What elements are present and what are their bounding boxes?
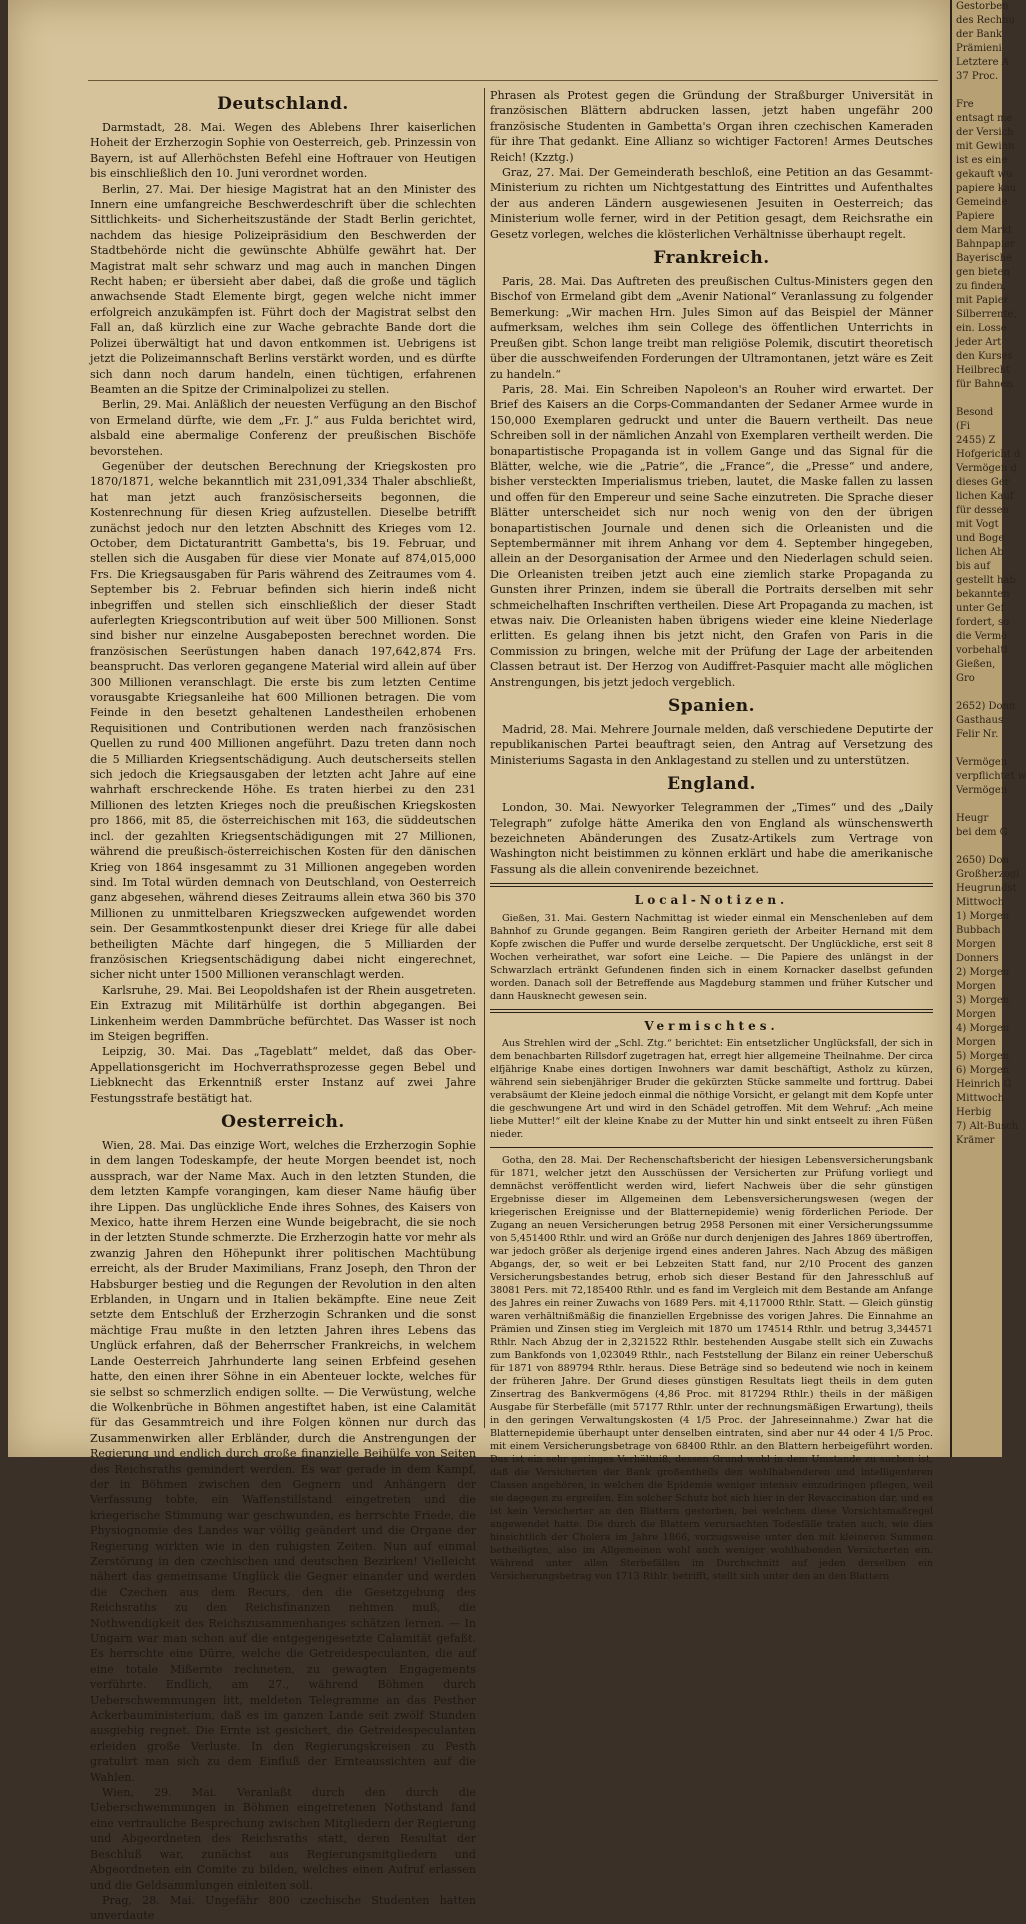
article-kriegskosten: Gegenüber der deutschen Berechnung der Kriegskosten pro 1870/1871, welche bekanntlich mit 231,091,334 Thaler abschließt, hat man jetzt auch französischerseits begonnen, die Kostenrechnung für diesen Krieg aufzustellen. Dieselbe betrifft zunächst jedoch nur den letzten Abschnitt des Krieges vom 12. October, dem Dictaturantritt Gambetta's, bis 19. Februar, und stellen sich die Ausgaben für diese vier Monate auf 874,015,000 Frs. Die Kriegsausgaben für Paris während des Zeitraumes vom 4. September bis 2. Februar befinden sich hierin indeß nicht inbegriffen und stellen sich einschließlich der dieser Stadt auferlegten Kriegscontribution auf weit über 500 Millionen. Sonst sind bisher nur einzelne Ausgabeposten berechnet worden. Die französischen Seerüstungen haben danach 197,642,874 Frs. beansprucht. Das verloren gegangene Material wird allein auf über 300 Millionen veranschlagt. Die erste bis zum letzten Centime vorausgabte Kriegsanleihe hat 600 Millionen betragen. Die vom Feinde in den besetzt gehaltenen Landestheilen erhobenen Requisitionen und Contributionen werden nach französischen Quellen zu rund 400 Millionen angeführt. Dazu treten dann noch die 5 Milliarden Kriegsentschädigung. Auch deutscherseits stellen sich jedoch die Kriegsausgaben der letzten acht Jahre auf eine wahrhaft erschreckende Höhe. Es traten hierbei zu den 231 Millionen des letzten Krieges noch die preußischen Kriegskosten pro 1866, mit 85, die österreichischen mit 163, die süddeutschen incl. der gezahlten Kriegsentschädigungen mit 27 Millionen, während die preußisch-österreichischen Kosten für den dänischen Krieg von 1864 insgesammt zu 31 Millionen angegeben worden sind. Im Total würden demnach von Deutschland, von Oesterreich ganz abgesehen, während dieses Zeitraums allein etwa 360 bis 370 Millionen zu unmittelbaren Kriegszwecken aufgewendet worden sein. Der Gesammtkostenpunkt dieser drei Kriege für alle dabei betheiligten Mächte darf hingegen, die 5 Milliarden der französischen Kriegsentschädigung dabei nicht eingerechnet, sicher nicht unter 1500 Millionen veranschlagt werden.: [90, 459, 476, 982]
headline-frankreich: Frankreich.: [653, 248, 770, 269]
gutter-line: 37 Proc.: [956, 71, 999, 82]
gutter-line: bekannten: [956, 589, 1010, 600]
gutter-line: Besond: [956, 407, 994, 418]
gutter-line: Hofgericht d: [956, 449, 1021, 460]
gutter-line: papiere kau: [956, 183, 1017, 194]
gutter-line: Heugrundst: [956, 883, 1017, 894]
article-graz: Graz, 27. Mai. Der Gemeinderath beschloß, eine Petition an das Gesammt-Ministerium zu richten um Nichtgestattung des Eintrittes und Aufenthaltes der aus anderen Ländern ausgewiesenen Jesuiten in Oesterreich; das Ministerium wolle ferner, wird in der Petition gesagt, dem Reichsrathe ein Gesetz vorlegen, welches die klösterlichen Verhältnisse überhaupt regelt.: [490, 166, 933, 241]
article-strehlen: Aus Strehlen wird der „Schl. Ztg.“ berichtet: Ein entsetzlicher Unglücksfall, der sich in dem benachbarten Rillsdorf zugetragen hat, erregt hier allgemeine Theilnahme. Der circa elfjährige Knabe eines dortigen Inwohners war damit beschäftigt, Astholz zu kürzen, während sein siebenjähriger Bruder die gekürzten Stücke sammelte und forttrug. Dabei verabsäumt der Kleine jedoch einmal die nöthige Vorsicht, er gelangt mit dem Kopfe unter die geschwungene Art und wird in den Schädel getroffen. Mit dem Wehruf: „Ach meine liebe Mutter!“ eilt der kleine Knabe zu der Mutter hin und sinkt entseelt zu ihren Füßen nieder.: [490, 1038, 933, 1141]
gutter-line: Vermögen: [956, 757, 1008, 768]
gutter-line: ein. Losse: [956, 323, 1007, 334]
gutter-line: Heinrich G: [956, 1079, 1012, 1090]
gutter-line: fordert, so: [956, 617, 1010, 628]
gutter-line: Fre: [956, 99, 974, 110]
gutter-line: [952, 686, 1002, 700]
article-wien-28: Wien, 28. Mai. Das einzige Wort, welches die Erzherzogin Sophie in dem langen Todeskampfe, der heute Morgen beendet ist, noch aussprach, war der Name Max. Auch in den letzten Stunden, die dem letzten Kampfe vorangingen, kam dieser Name häufig über ihre Lippen. Das unglückliche Ende ihres Sohnes, des Kaisers von Mexico, hatte ihrem Herzen eine Wunde beigebracht, die sie noch in der letzten Stunde schmerzte. Die Erzherzogin hatte vor mehr als zwanzig Jahren den Höhepunkt ihrer politischen Machtübung erreicht, als der Bruder Maximilians, Franz Joseph, den Thron der Habsburger bestieg und die Regungen der Revolution in den alten Erblanden, in Ungarn und in Italien bekämpfte. Eine neue Zeit setzte dem Entschluß der Erzherzogin Schranken und die sonst mächtige Frau mußte in den letzten Jahren ihres Lebens das Unglück erfahren, daß der Beherrscher Frankreichs, in welchem Lande Oesterreich Jahrhunderte lang seinen Erbfeind gesehen hatte, den einen ihrer Söhne in ein Abenteuer lockte, welches für sie selbst so schmerzlich endigen sollte. — Die Verwüstung, welche die Wolkenbrüche in Böhmen angestiftet haben, ist eine Calamität für das Gesammtreich und ihre Folgen können nur durch das Zusammenwirken aller Erbländer, durch die Anstrengungen der Regierung und endlich durch große finanzielle Beihülfe von Seiten des Reichsraths gemindert werden. Es war gerade in dem Kampf, der in Böhmen zwischen den Gegnern und Anhängern der Verfassung tobte, ein Waffenstillstand eingetreten und die kriegerische Stimmung war geschwunden, es herrschte Friede, die Physiognomie des Landes war völlig geändert und die Organe der Regierung wirkten wie in den ruhigsten Zeiten. Nun auf einmal Zerstörung in den czechischen und deutschen Bezirken! Vielleicht nähert das gemeinsame Unglück die Gegner einander und werden die Czechen aus dem Recurs, den die Gesetzgebung des Reichsraths zu den Reichsfinanzen nehmen muß, die Nothwendigkeit des Reichszusammenhanges schätzen lernen. — In Ungarn war man schon auf die entgegengesetzte Calamität gefaßt. Es herrschte eine Dürre, welche die Getreidespeculanten, die auf eine totale Mißernte rechneten, zu gewagten Engagements verführte. Endlich, am 27., während Böhmen durch Ueberschwemmungen litt, meldeten Telegramme an das Pesther Ackerbauministerium, daß es im ganzen Lande seit zwölf Stunden ausgiebig regnet. Die Ernte ist gesichert, die Getreidespeculanten erleiden große Verluste. In den Regierungskreisen zu Pesth gratulirt man sich zu dem Einfluß der Ernteaussichten auf die Wahlen.: [90, 1139, 476, 1784]
gutter-line: gekauft wu: [956, 169, 1013, 180]
column-divider: [484, 88, 485, 1428]
gutter-line: bei dem G: [956, 827, 1008, 838]
gutter-line: (Fi: [956, 421, 971, 432]
gutter-line: [952, 84, 1002, 98]
gutter-line: gestellt hab: [956, 575, 1016, 586]
gutter-line: [952, 392, 1002, 406]
article-prag-continued: Phrasen als Protest gegen die Gründung der Straßburger Universität in französischen Blättern abdrucken lassen, jetzt haben ungefähr 200 französische Studenten in Gambetta's Organ ihren czechischen Kameraden für ihre That gedankt. Eine Allianz so wichtiger Factoren! Armes Deutsches Reich! (Kzztg.): [490, 89, 933, 164]
gutter-line: Großherzogl: [956, 869, 1020, 880]
gutter-line: Vermögen d: [956, 463, 1017, 474]
headline-oesterreich: Oesterreich.: [221, 1112, 345, 1132]
article-leipzig: Leipzig, 30. Mai. Das „Tageblatt“ meldet, daß das Ober-Appellationsgericht im Hochverrathsprozesse gegen Bebel und Liebknecht das Erkenntniß erster Instanz auf zwei Jahre Festungsstrafe bestätigt hat.: [90, 1045, 476, 1105]
gutter-line: jeder Art: [956, 337, 1002, 348]
gutter-line: Donners: [956, 953, 999, 964]
gutter-line: die Vermö: [956, 631, 1008, 642]
gutter-line: Bahnpapier: [956, 239, 1015, 250]
gutter-line: Morgen: [956, 981, 996, 992]
adjacent-page-strip: [950, 0, 1026, 1457]
gutter-line: [952, 742, 1002, 756]
article-rule: [490, 1147, 933, 1148]
gutter-line: lichen Ab: [956, 547, 1004, 558]
gutter-line: Felir Nr.: [956, 729, 999, 740]
gutter-line: mit Papier: [956, 295, 1009, 306]
gutter-line: [952, 840, 1002, 854]
gutter-line: bis auf: [956, 561, 991, 572]
headline-spanien: Spanien.: [667, 696, 756, 717]
local-notizen-title: Local-Notizen.: [634, 893, 789, 908]
gutter-line: Morgen: [956, 1009, 996, 1020]
gutter-line: Morgen: [956, 939, 996, 950]
gutter-line: des Rechnu: [956, 15, 1015, 26]
gutter-line: Herbig: [956, 1107, 992, 1118]
gutter-line: entsagt me: [956, 113, 1013, 124]
gutter-line: Letztere A: [956, 57, 1009, 68]
article-darmstadt: Darmstadt, 28. Mai. Wegen des Ablebens Ihrer kaiserlichen Hoheit der Erzherzogin Sophie von Oesterreich, geb. Prinzessin von Bayern, ist auf Allerhöchsten Befehl eine Hoftrauer von Heutigen bis einschließlich den 10. Juni verordnet worden.: [90, 121, 476, 181]
article-giessen: Gießen, 31. Mai. Gestern Nachmittag ist wieder einmal ein Menschenleben auf dem Bahnhof zu Grunde gegangen. Beim Rangiren gerieth der Arbeiter Hernand mit dem Kopfe zwischen die Puffer und wurde derselbe zerquetscht. Der Unglückliche, erst seit 8 Wochen verheirathet, war sofort eine Leiche. — Die Papiere des unlängst in der Schwarzlach ertränkt Gefundenen finden sich in einem Kornacker daselbst gefunden worden. Danach soll der Betreffende aus Magdeburg stammen und früher Kutscher und dann Hausknecht gewesen sein.: [490, 912, 933, 1002]
gutter-line: Gestorben: [956, 1, 1009, 12]
article-gotha: Gotha, den 28. Mai. Der Rechenschaftsbericht der hiesigen Lebensversicherungsbank für 1871, welcher jetzt den Ausschüssen der Versicherten zur Prüfung vorliegt und demnächst veröffentlicht werden wird, liefert Nachweis über die sehr günstigen Ergebnisse dieser im Allgemeinen dem Lebensversicherungswesen (wegen der kriegerischen Ereignisse und der Blatternepidemie) wenig förderlichen Periode. Der Zugang an neuen Versicherungen betrug 2958 Personen mit einer Versicherungssumme von 5,451400 Rthlr. und wird an Größe nur durch denjenigen des Jahres 1869 übertroffen, war jedoch größer als derjenige irgend eines anderen Jahres. Nach Abzug des mäßigen Abgangs, der, so weit er bei Lebzeiten Statt fand, nur 2/10 Procent des ganzen Versicherungsbestandes betrug, erhob sich dieser Bestand für den Jahresschluß auf 38081 Pers. mit 72,185400 Rthlr. und es fand im Vergleich mit dem Bestande am Anfange des Jahres ein reiner Zuwachs von 1689 Pers. mit 4,117000 Rthlr. Statt. — Gleich günstig waren verhältnißmäßig die finanziellen Ergebnisse des vorigen Jahres. Die Einnahme an Prämien und Zinsen stieg im Vergleich mit 1870 um 174514 Rthlr. und betrug 3,344571 Rthlr. Nach Abzug der in 2,321522 Rthlr. bestehenden Ausgabe stellt sich ein Zuwachs zum Bankfonds von 1,023049 Rthlr., nach Feststellung der Bilanz ein reiner Ueberschuß für 1871 von 889794 Rthlr. heraus. Diese Beträge sind so bedeutend wie noch in keinem der früheren Jahre. Der Grund dieses günstigen Resultats liegt theils in dem guten Zinsertrag des Bankvermögens (4,86 Proc. mit 817294 Rthlr.) theils in der mäßigen Ausgabe für Sterbefälle (mit 57177 Rthlr. unter der rechnungsmäßigen Erwartung), theils in den geringen Verwaltungskosten (4 1/5 Proc. der Jahreseinnahme.) Zwar hat die Blatternepidemie überhaupt unter denselben eintraten, sind aber nur 44 oder 4 1/5 Proc. mit einem Versicherungsbetrage von 68400 Rthlr. an den Blattern herbeigeführt worden. Das ist ein sehr geringes Verhältniß, dessen Grund wohl in dem Umstande zu suchen ist, daß die Versicherten der Bank großentheils den wohlhabenderen und intelligenteren Classen angehören, in welchen die Epidemie weniger intensiv einzudringen pflegen, weil sie dagegen zu ergreifen. Ein solcher Schutz bot sich hier in der Revaccination dar, und es ist kein Versicherter an den Blattern gestorben, bei welchem diese Vorsichtsmaßregel angewendet hatte. Die durch die Blattern verursachten Todesfälle traten auch, wie dies hinsichtlich der Cholera im Jahre 1866, vorzugsweise unter den mit kleineren Summen betheiligten, also im Allgemeinen wohl auch weniger wohlhabenden Versicherten ein. Während unter allen Sterbefällen im Durchschnitt auf jeden derselben ein Versicherungsbetrag von 1713 Rthlr. betrifft, stellt sich unter den an den Blattern: [490, 1155, 933, 1583]
gutter-line: 3) Morgen: [956, 995, 1010, 1006]
gutter-line: 1) Morgen: [956, 911, 1010, 922]
gutter-line: 2) Morgen: [956, 967, 1010, 978]
gutter-line: Prämieni: [956, 43, 1002, 54]
article-london: London, 30. Mai. Newyorker Telegrammen der „Times“ und des „Daily Telegraph“ zufolge hätte Amerika den von England als wünschenswerth bezeichneten Abänderungen des Zusatz-Artikels zum Vertrage von Washington nicht beistimmen zu können erklärt und habe die amerikanische Fassung als die allein convenirende bezeichnet.: [490, 801, 933, 876]
gutter-line: verpflichtet w: [956, 771, 1026, 782]
gutter-line: gen bieten: [956, 267, 1010, 278]
gutter-line: Bubbach: [956, 925, 1001, 936]
section-rule: [490, 883, 933, 887]
newspaper-page: [8, 0, 950, 1923]
top-rule: [88, 80, 938, 81]
gutter-line: dem Markt: [956, 225, 1013, 236]
gutter-line: Mittwoch: [956, 1093, 1005, 1104]
gutter-line: unter Gef: [956, 603, 1005, 614]
gutter-line: 2455) Z: [956, 435, 996, 446]
gutter-line: 2652) Donn: [956, 701, 1016, 712]
gutter-line: Bayerische: [956, 253, 1012, 264]
gutter-line: für Bahnen: [956, 379, 1013, 390]
gutter-line: Krämer: [956, 1135, 995, 1146]
article-paris-2: Paris, 28. Mai. Ein Schreiben Napoleon's an Rouher wird erwartet. Der Brief des Kaisers an die Corps-Commandanten der Sedaner Armee wurde in 150,000 Exemplaren gedruckt und unter die Bauern vertheilt. Das neue Schreiben soll in der nämlichen Anzahl von Exemplaren vertheilt werden. Die bonapartistische Propaganda ist in vollem Gange und das Signal für die Blätter, welche, wie die „Patrie“, die „France“, die „Presse“ und andere, bisher versteckten Imperialismus trieben, lautet, die Maske fallen zu lassen und offen für den Empereur und seine Sache einzutreten. Die Sprache dieser Blätter unterscheidet sich nur noch wenig von den der übrigen bonapartistischen Journale und denen sich die Orleanisten und die Septembermänner mit ihrem Anhang vor dem 4. September hingegeben, allein an der Desorganisation der Armee und den Niederlagen schuld seien. Die Orleanisten treiben jetzt auch eine ziemlich starke Propaganda zu Gunsten ihrer Prinzen, indem sie überall die Portraits derselben mit sehr schmeichelhaften Inschriften vertheilen. Diese Art Propaganda zu machen, ist etwas naiv. Die Orleanisten haben übrigens wieder eine kleine Niederlage erlitten. Es gelang ihnen bis jetzt nicht, den Grafen von Paris in die Commission zu bringen, welche mit der Prüfung der Lage der arbeitenden Classen betraut ist. Der Herzog von Audiffret-Pasquier macht alle möglichen Anstrengungen, bis jetzt jedoch vergeblich.: [490, 382, 933, 689]
gutter-line: ist es eine: [956, 155, 1008, 166]
headline-england: England.: [667, 774, 756, 795]
gutter-line: Heugr: [956, 813, 989, 824]
gutter-line: 2650) Don: [956, 855, 1010, 866]
gutter-line: für dessen: [956, 505, 1010, 516]
article-paris-1: Paris, 28. Mai. Das Auftreten des preußischen Cultus-Ministers gegen den Bischof von Ermeland gibt dem „Avenir National“ Veranlassung zu folgender Bemerkung: „Wir machen Hrn. Jules Simon auf das Beispiel der Männer aufmerksam, welches ihm sein College des öffentlichen Unterrichts in Preußen gibt. Schon lange treibt man religiöse Polemik, discutirt theoretisch über die ausschweifenden Forderungen der Ultramontanen, jetzt wäre es Zeit zu handeln.“: [490, 275, 933, 381]
gutter-line: 5) Morgen: [956, 1051, 1010, 1062]
gutter-line: 6) Morgen: [956, 1065, 1010, 1076]
right-column: [490, 88, 933, 1583]
gutter-line: Gießen,: [956, 659, 996, 670]
gutter-line: [952, 798, 1002, 812]
gutter-line: zu finden,: [956, 281, 1006, 292]
gutter-line: Gemeinde: [956, 197, 1008, 208]
vermischtes-title: Vermischtes.: [644, 1018, 779, 1033]
gutter-line: Papiere: [956, 211, 995, 222]
gutter-line: Mittwoch: [956, 897, 1005, 908]
gutter-line: Gasthaus: [956, 715, 1004, 726]
article-wien-29: Wien, 29. Mai. Veranlaßt durch den durch die Ueberschwemmungen in Böhmen eingetretenen Nothstand fand eine vertrauliche Besprechung zwischen Mitgliedern der Regierung und Abgeordneten des Reichsraths statt, deren Resultat der Beschluß war, zunächst aus Regierungsmitgliedern und Abgeordneten ein Comite zu bilden, welches einen Aufruf erlassen und die Geldsammlungen einleiten soll.: [90, 1786, 476, 1892]
left-column: [90, 88, 476, 1923]
gutter-line: mit Vogt: [956, 519, 999, 530]
gutter-line: Gro: [956, 673, 975, 684]
gutter-line: mit Gewinn: [956, 141, 1015, 152]
section-rule-2: [490, 1009, 933, 1013]
article-madrid: Madrid, 28. Mai. Mehrere Journale melden, daß verschiedene Deputirte der republikanischen Partei beauftragt seien, den Antrag auf Versetzung des Ministeriums Sagasta in den Anklagestand zu stellen und zu unterstützen.: [490, 723, 933, 767]
article-prag: Prag, 28. Mai. Ungefähr 800 czechische Studenten hatten unverdaute: [90, 1893, 476, 1923]
gutter-line: vorbehaltl: [956, 645, 1008, 656]
gutter-line: und Boge: [956, 533, 1005, 544]
gutter-line: 7) Alt-Busch: [956, 1121, 1019, 1132]
gutter-line: den Kurses: [956, 351, 1013, 362]
gutter-line: der Versich: [956, 127, 1014, 138]
article-berlin-29: Berlin, 29. Mai. Anläßlich der neuesten Verfügung an den Bischof von Ermeland dürfte, wie dem „Fr. J.“ aus Fulda berichtet wird, alsbald eine abermalige Conferenz der preußischen Bischöfe bevorstehen.: [90, 398, 476, 458]
gutter-line: Heilbrecht: [956, 365, 1011, 376]
headline-deutschland: Deutschland.: [217, 94, 349, 114]
gutter-line: lichen Kauf: [956, 491, 1014, 502]
gutter-line: Morgen: [956, 1037, 996, 1048]
gutter-line: Vermögen: [956, 785, 1008, 796]
gutter-line: dieses Ger: [956, 477, 1010, 488]
article-karlsruhe: Karlsruhe, 29. Mai. Bei Leopoldshafen ist der Rhein ausgetreten. Ein Extrazug mit Militärhülfe ist dorthin abgegangen. Bei Linkenheim werden Dammbrüche befürchtet. Das Wasser ist noch im Steigen begriffen.: [90, 983, 476, 1043]
gutter-line: der Bank: [956, 29, 1003, 40]
gutter-line: Silberrente,: [956, 309, 1017, 320]
article-berlin-27: Berlin, 27. Mai. Der hiesige Magistrat hat an den Minister des Innern eine umfangreiche Beschwerdeschrift über die schlechten Sittlichkeits- und Sicherheitszustände der Stadt Berlin gerichtet, nachdem das hiesige Polizeipräsidium den Beschwerden der Stadtbehörde nicht die gewünschte Abhülfe gewährt hat. Der Magistrat malt sehr schwarz und mag auch in manchen Dingen Recht haben; er übersieht aber dabei, daß die große und täglich anwachsende Stadt Elemente birgt, gegen welche nicht immer erfolgreich anzukämpfen ist. Führt doch der Magistrat selbst den Fall an, daß kürzlich eine zur Wache gebrachte Bande dort die Polizei überwältigt hat und davon entkommen ist. Uebrigens ist jetzt die Polizeimannschaft Berlins verstärkt worden, und es dürfte sich dann noch darum handeln, einen tüchtigen, erfahrenen Beamten an die Spitze der Criminalpolizei zu stellen.: [90, 182, 476, 396]
gutter-line: 4) Morgen: [956, 1023, 1010, 1034]
